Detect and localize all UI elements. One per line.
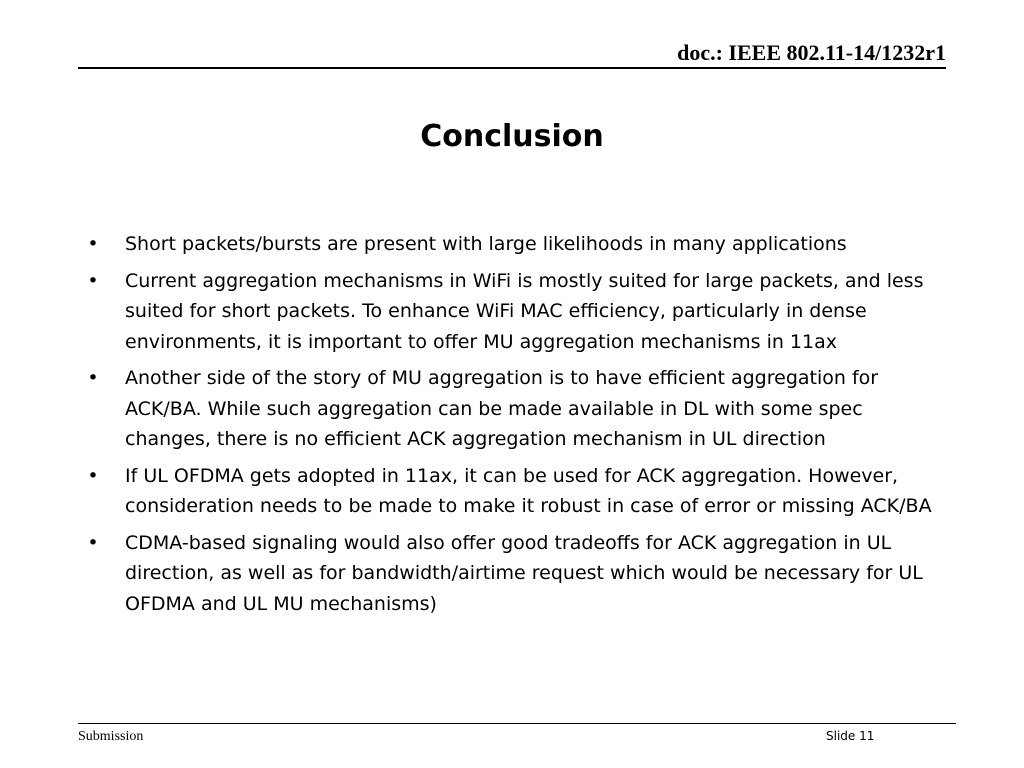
footer-submission: Submission (78, 729, 144, 744)
slide-number: Slide 11 (826, 729, 875, 743)
bullet-icon: • (87, 531, 99, 554)
bullet-item (86, 528, 946, 620)
bullet-item (86, 266, 946, 358)
slide-title: Conclusion (420, 119, 604, 154)
bullet-text: Another side of the story of MU aggregation is to have efficient aggregation for ACK/BA. While such aggregation can be made available in DL with some spec changes, there is no efficient ACK aggregation mechanism in UL direction (125, 367, 879, 450)
bullet-icon: • (87, 464, 99, 487)
bullet-item (86, 229, 946, 260)
bullet-icon: • (87, 269, 99, 292)
footer-rule (78, 723, 956, 724)
bullet-icon: • (87, 367, 99, 389)
bullet-icon: • (87, 233, 99, 255)
bullet-text: Short packets/bursts are present with large likelihoods in many applications (125, 233, 847, 255)
bullet-list (86, 229, 946, 625)
bullet-item (86, 461, 946, 522)
header-rule (78, 67, 946, 69)
document-id: doc.: IEEE 802.11-14/1232r1 (677, 40, 946, 65)
bullet-text: If UL OFDMA gets adopted in 11ax, it can be used for ACK aggregation. However, consideration needs to be made to make it robust in case of error or missing ACK/BA (125, 464, 932, 517)
bullet-text: CDMA-based signaling would also offer good tradeoffs for ACK aggregation in UL direction, as well as for bandwidth/airtime request which would be necessary for UL OFDMA and UL MU mechanisms) (125, 531, 923, 615)
bullet-text: Current aggregation mechanisms in WiFi is mostly suited for large packets, and less suited for short packets. To enhance WiFi MAC efficiency, particularly in dense environments, it is important to offer MU aggregation mechanisms in 11ax (125, 269, 924, 353)
bullet-item (86, 363, 946, 455)
